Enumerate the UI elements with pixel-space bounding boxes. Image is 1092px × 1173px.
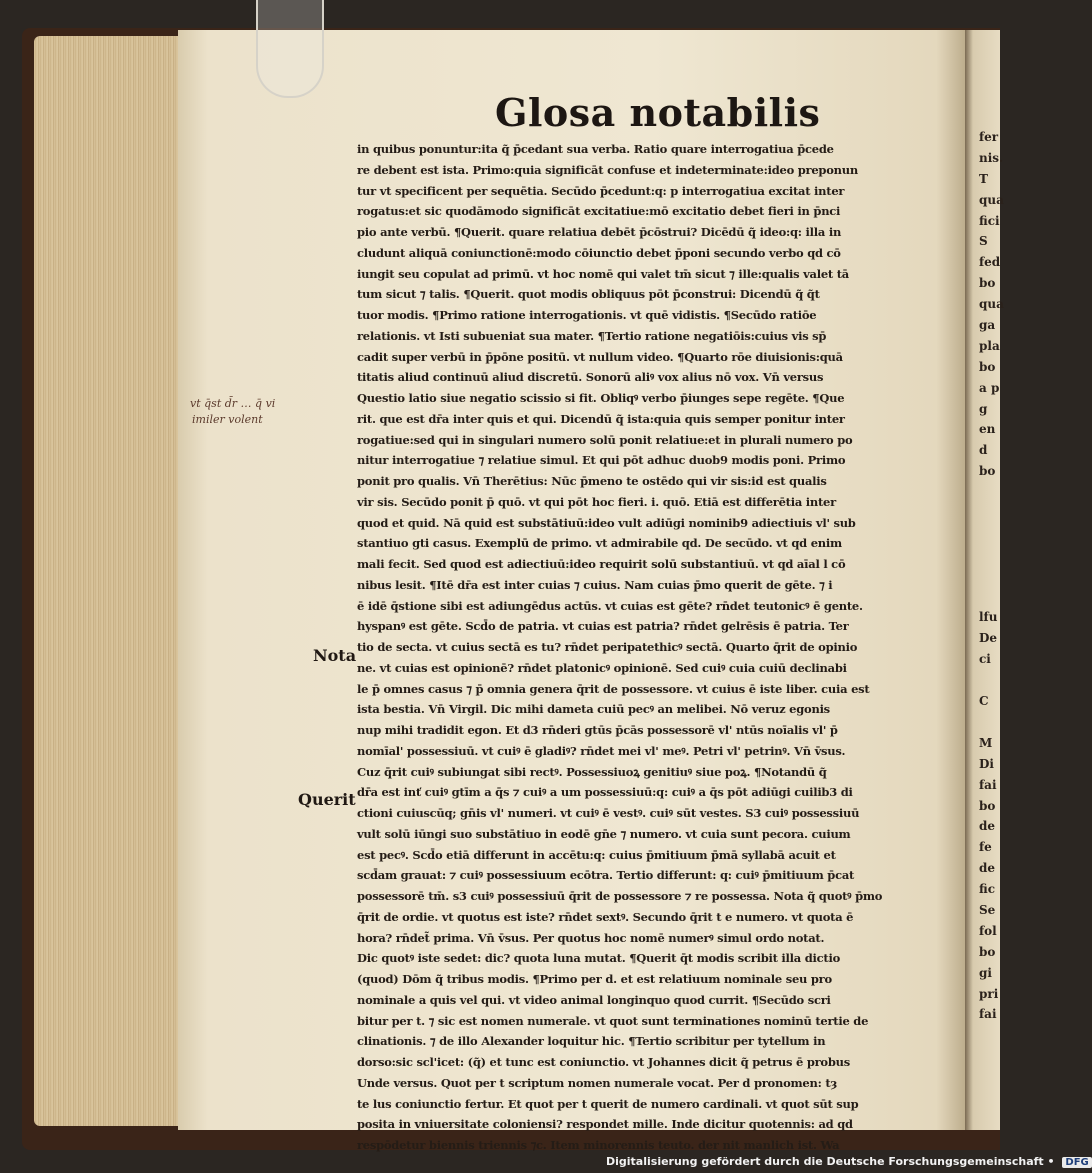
- text-line: hora? rn̄det̃ prima. Vn̄ v̄sus. Per quotus hoc nomē numerꝰ simul ordo notat.: [357, 930, 825, 945]
- right-page-line: Se: [979, 902, 996, 917]
- text-line: quod et quid. Nā quid est substātiuū:ideo vult adiūgi nominib9 adiectiuis vl' sub: [357, 515, 856, 530]
- right-page-line: [979, 524, 999, 545]
- right-page-line: De: [979, 631, 998, 646]
- text-line: ne. vt cuias est opinionē? rn̄det platonicꝰ opinionē. Sed cuiꝰ cuia cuiū declinabi: [357, 660, 847, 675]
- footer-separator: •: [1047, 1155, 1055, 1168]
- text-line: vir sis. Secūdo ponit p̄ quō. vt qui pōt hoc fieri. i. quō. Etiā est differētia inter: [357, 494, 836, 509]
- text-line: nibus lesit. ¶Itē dr̄a est inter cuias ⁊ cuius. Nam cuias p̄mo querit de gēte. ⁊ i: [357, 577, 833, 592]
- page-title: Glosa notabilis: [495, 90, 821, 135]
- text-line: relationis. vt Isti subueniat sua mater. ¶Tertio ratione negatiōis:cuius vis sp̄: [357, 328, 827, 343]
- right-page-line: fai: [979, 1007, 997, 1022]
- text-line: posita in vniuersitate coloniensi? respondet mille. Inde dicitur quotennis: ad qd: [357, 1117, 853, 1132]
- text-line: ē idē q̄stione sibi est adiungēdus actūs. vt cuias est gēte? rn̄det teutonicꝰ ē gente.: [357, 598, 863, 613]
- right-page-line: [979, 503, 999, 524]
- handwritten-line-2: imiler volent: [192, 413, 263, 426]
- footer-credit-text: Digitalisierung gefördert durch die Deutsche Forschungsgemeinschaft: [606, 1155, 1044, 1168]
- text-line: nup mihi tradidit egon. Et d3 rn̄deri gtūs p̄cās possessorē vl' ntūs noīalis vl' p̄: [357, 723, 838, 737]
- text-line: iungit seu copulat ad primū. vt hoc nomē qui valet tm̄ sicut ⁊ ille:qualis valet tā: [357, 266, 850, 281]
- bookmark-clip: [256, 0, 324, 98]
- text-line: pio ante verbū. ¶Querit. quare relatiua debēt p̄cōstrui? Dicēdū q̃ ideo:q: illa in: [357, 225, 842, 239]
- text-line: possessorē tm̄. s3 cuiꝰ possessiuū q̄rit de possessore ⁊ re possessa. Nota q̃ quotꝰ p̄mo: [357, 889, 883, 903]
- right-page-line: lfu: [979, 610, 998, 625]
- footer-credit: [606, 1155, 1092, 1168]
- right-page-line: [979, 587, 999, 608]
- text-line: clinationis. ⁊ de illo Alexander loquitur hic. ¶Tertio scribitur per tytellum in: [357, 1034, 826, 1049]
- text-line: tum sicut ⁊ talis. ¶Querit. quot modis obliquus pōt p̄construi: Dicendū q̃ q̃t: [357, 287, 820, 302]
- text-line: Cuz q̄rit cuiꝰ subiungat sibi rectꝰ. Possessiuoꝝ genitiuꝰ siue poꝝ. ¶Notandū q̃: [357, 764, 827, 779]
- right-page-line: Di: [979, 756, 994, 771]
- text-line: ctioni cuiuscūq; gn̄is vl' numeri. vt cuiꝰ ē vestꝰ. cuiꝰ sūt vestes. S3 cuiꝰ possessiuū: [357, 806, 860, 820]
- text-line: stantiuo gti casus. Exemplū de primo. vt admirabile qd. De secūdo. vt qd enim: [357, 536, 842, 551]
- right-page-line: bo: [979, 944, 996, 959]
- right-page-line: fer: [979, 130, 999, 144]
- text-line: nomīal' possessiuū. vt cuiꝰ ē gladiꝰ? rn̄det mei vl' meꝰ. Petri vl' petrinꝰ. Vn̄ v̄sus.: [357, 743, 846, 758]
- right-page-line: ga: [979, 318, 996, 333]
- text-line: cadit super verbū in p̄pōne positū. vt nullum video. ¶Quarto rōe diuisionis:quā: [357, 349, 843, 364]
- right-page-line: fed: [979, 255, 1001, 270]
- right-page-line: d: [979, 443, 988, 458]
- right-page-line: C: [979, 694, 989, 709]
- right-page-line: bo: [979, 276, 996, 291]
- right-page-line: fol: [979, 923, 997, 938]
- dfg-logo-icon: DFG: [1062, 1157, 1091, 1168]
- text-line: scd̄am grauat: ⁊ cuiꝰ possessiuum ecōtra. Tertio differunt: q: cuiꝰ p̄mitiuum p̄cat: [357, 868, 855, 883]
- right-page-line: pla: [979, 338, 1000, 353]
- text-line: tuor modis. ¶Primo ratione interrogationis. vt quē vidistis. ¶Secūdo ratiōe: [357, 308, 817, 322]
- text-line: tur vt specificent per sequētia. Secūdo p̄cedunt:q: p interrogatiua excitat inter: [357, 183, 845, 198]
- handwritten-line-1: vt q̄st d̄r … q̄ vi: [190, 397, 276, 410]
- text-line: rogatus:et sic quodāmodo significāt excitatiue:mō excitatio debet fieri in p̄nci: [357, 204, 841, 219]
- text-line: re debent est ista. Primo:quia significāt confuse et indeterminate:ideo preponun: [357, 162, 858, 177]
- margin-note-querit: Querit: [298, 790, 356, 809]
- handwritten-annotation: [190, 396, 275, 428]
- right-page-line: en: [979, 422, 996, 437]
- margin-note-nota: Nota: [313, 646, 357, 665]
- text-line: in quibus ponuntur:ita q̃ p̄cedant sua verba. Ratio quare interrogatiua p̄cede: [357, 142, 834, 156]
- right-page-line: qua: [979, 192, 1004, 207]
- right-page-line: [979, 545, 999, 566]
- right-page-line: g: [979, 401, 988, 416]
- text-line: rit. que est dr̄a inter quis et qui. Dicendū q̃ ista:quia quis semper ponitur inter: [357, 411, 845, 426]
- right-page-line: [979, 712, 999, 733]
- text-line: bitur per t. ⁊ sic est nomen numerale. vt quot sunt terminationes nominū tertie de: [357, 1013, 869, 1028]
- right-page-line: fe: [979, 840, 992, 855]
- page-edges: [34, 36, 184, 1126]
- text-line: Dic quotꝰ iste sedet: dic? quota luna mutat. ¶Querit q̄t modis scribit illa dictio: [357, 951, 841, 966]
- text-line: le p̄ omnes casus ⁊ p̄ omnia genera q̄rit de possessore. vt cuius ē iste liber. cuia est: [357, 681, 870, 696]
- text-line: respōdetur biennis triennis ⁊c. Item minorennis teuto. der nit manlich ist. Wa: [357, 1138, 840, 1152]
- right-page-line: S: [979, 234, 988, 249]
- text-line: hyspanꝰ est gēte. Scd̄o de patria. vt cuias est patria? rn̄det gelrēsis ē patria. Ter: [357, 619, 849, 634]
- right-page-line: a p: [979, 380, 1000, 395]
- right-page-line: [979, 566, 999, 587]
- right-page-line: gi: [979, 965, 992, 980]
- right-page-line: fic: [979, 882, 996, 897]
- right-page-line: [979, 482, 999, 503]
- text-line: ista bestia. Vn̄ Virgil. Dic mihi dameta cuiū pecꝰ an melibei. Nō veruz egonis: [357, 702, 830, 717]
- right-page-line: pri: [979, 986, 999, 1001]
- right-page-line: bo: [979, 798, 996, 813]
- right-page-text: [979, 127, 1004, 1025]
- text-line: nitur interrogatiue ⁊ relatiue simul. Et qui pōt adhuc duob9 modis poni. Primo: [357, 453, 846, 468]
- text-line: dorso:sic scl'icet: (q̃) et tunc est coniunctio. vt Johannes dicit q̃ petrus ē probus: [357, 1055, 850, 1069]
- text-line: tio de secta. vt cuius sectā es tu? rn̄det peripatethicꝰ sectā. Quarto q̄rit de opinio: [357, 640, 858, 654]
- right-page-line: qua: [979, 297, 1004, 312]
- text-line: cludunt aliquā coniunctionē:modo cōiunctio debet p̄poni secundo verbo qd cō: [357, 245, 841, 260]
- text-line: Unde versus. Quot per t scriptum nomen numerale vocat. Per d pronomen: tȝ: [357, 1075, 838, 1090]
- text-line: nominale a quis vel qui. vt video animal longinquo quod currit. ¶Secūdo scri: [357, 992, 831, 1007]
- text-line: q̄rit de ordie. vt quotus est iste? rn̄det sextꝰ. Secundo q̄rit t e numero. vt quota ē: [357, 909, 854, 924]
- right-page-line: nis.: [979, 150, 1004, 165]
- right-page-line: bo: [979, 464, 996, 479]
- right-page-line: fai: [979, 777, 997, 792]
- text-line: (quod) Dōm q̃ tribus modis. ¶Primo per d. et est relatiuum nominale seu pro: [357, 972, 832, 986]
- right-page-line: ci: [979, 652, 991, 667]
- right-page-line: T: [979, 171, 988, 186]
- right-page-line: de: [979, 819, 996, 834]
- text-line: vult solū iūngi suo substātiuo in eodē gn̄e ⁊ numero. vt cuia sunt pecora. cuium: [357, 826, 851, 841]
- right-page-line: de: [979, 861, 996, 876]
- text-line: titatis aliud continuū aliud discretū. Sonorū aliꝰ vox alius nō vox. Vn̄ versus: [357, 370, 824, 385]
- text-line: Questio latio siue negatio scissio si fit. Obliqꝰ verbo p̄iunges sepe regēte. ¶Que: [357, 391, 845, 405]
- right-page-line: [979, 670, 999, 691]
- right-page-line: M: [979, 735, 993, 750]
- text-line: rogatiue:sed qui in singulari numero solū ponit relatiue:et in plurali numero po: [357, 432, 853, 447]
- text-line: dr̄a est inť cuiꝰ gtīm a q̄s ⁊ cuiꝰ a um possessiuū:q: cuiꝰ a q̄s pōt adiūgi cuilib3 di: [357, 785, 853, 800]
- right-page-line: fici: [979, 213, 1000, 228]
- body-text: [357, 139, 909, 1156]
- text-line: est pecꝰ. Scd̄o etiā differunt in accētu:q: cuius p̄mitiuum p̄mā syllabā acuit et: [357, 847, 836, 862]
- text-line: ponit pro qualis. Vn̄ Therētius: Nūc p̄meno te ostēdo qui vir sis:id est qualis: [357, 474, 827, 488]
- text-line: mali fecit. Sed quod est adiectiuū:ideo requirit solū substantiuū. vt qd aīal l cō: [357, 557, 846, 571]
- text-line: te lus coniunctio fertur. Et quot per t querit de numero cardinali. vt quot sūt sup: [357, 1096, 859, 1111]
- right-page-line: bo: [979, 359, 996, 374]
